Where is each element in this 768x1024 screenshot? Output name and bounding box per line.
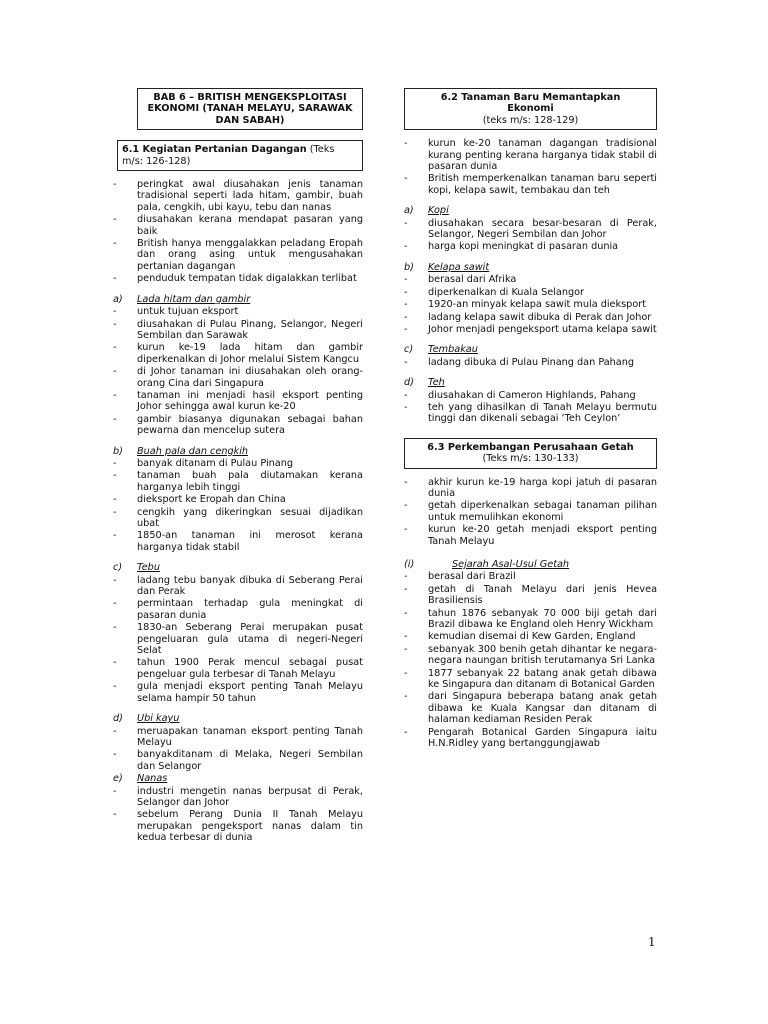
subsection-heading <box>404 559 657 570</box>
list-item: - diusahakan kerana mendapat pasaran yang baik <box>113 214 363 237</box>
subsection-name: Tebu <box>137 562 160 574</box>
subsection-list <box>404 390 657 425</box>
list-item: - permintaan terhadap gula meningkat di pasaran dunia <box>113 598 363 621</box>
list-item: - diusahakan di Cameron Highlands, Pahang <box>404 390 657 401</box>
subsection-list <box>113 786 363 844</box>
subsection-letter: d) <box>113 713 123 725</box>
heading-line: 6.2 Tanaman Baru Memantapkan <box>440 92 621 103</box>
list-item: - dari Singapura beberapa batang anak getah dibawa ke Kuala Kangsar dan ditanam di halaman kediaman Residen Perak <box>404 691 657 725</box>
section-6-2-box <box>404 88 657 130</box>
subsection-letter: b) <box>113 445 123 457</box>
list-item: - tanaman ini menjadi hasil eksport penting Johor sehingga awal kurun ke-20 <box>113 390 363 413</box>
subsection-name: Nanas <box>137 773 168 785</box>
chapter-title <box>148 92 353 126</box>
subsection-name: Buah pala dan cengkih <box>137 445 249 457</box>
list-item: - akhir kurun ke-19 harga kopi jatuh di pasaran dunia <box>404 477 657 500</box>
list-item: - tahun 1876 sebanyak 70 000 biji getah dari Brazil dibawa ke England oleh Henry Wickham <box>404 608 657 631</box>
subsection-heading <box>113 446 363 457</box>
section-6-3-heading: 6.3 Perkembangan Perusahaan Getah <box>427 441 634 453</box>
list-item: - Johor menjadi pengeksport utama kelapa sawit <box>404 324 657 335</box>
subsection-name: Tembakau <box>428 344 478 356</box>
subsection-heading <box>404 344 657 355</box>
list-item: - teh yang dihasilkan di Tanah Melayu bermutu tinggi dan dikenali sebagai ‘Teh Ceylon’ <box>404 402 657 425</box>
list-item: - kurun ke-20 tanaman dagangan tradisional kurang penting kerana harganya tidak stabil di pasaran dunia <box>404 138 657 172</box>
list-item: - cengkih yang dikeringkan sesuai dijadikan ubat <box>113 507 363 530</box>
list-item: - tanaman buah pala diutamakan kerana harganya lebih tinggi <box>113 470 363 493</box>
list-item: - 1830-an Seberang Perai merupakan pusat pengeluaran gula utama di negeri-Negeri Selat <box>113 622 363 656</box>
list-item: - meruapakan tanaman eksport penting Tanah Melayu <box>113 726 363 749</box>
subsection-heading <box>113 773 363 784</box>
list-item: - berasal dari Afrika <box>404 274 657 285</box>
subsection-name: Ubi kayu <box>137 713 180 725</box>
list-item: - 1850-an tanaman ini merosot kerana harganya tidak stabil <box>113 530 363 553</box>
right-subsections <box>404 205 657 425</box>
subsection-list <box>113 726 363 773</box>
subsection-name: Sejarah Asal-Usul Getah <box>452 559 570 570</box>
list-item: - banyakditanam di Melaka, Negeri Sembilan dan Selangor <box>113 749 363 772</box>
section-6-1-box <box>117 140 363 171</box>
subsection-heading <box>404 262 657 273</box>
list-item: - Pengarah Botanical Garden Singapura iaitu H.N.Ridley yang bertanggungjawab <box>404 727 657 750</box>
list-item: - 1920-an minyak kelapa sawit mula dieksport <box>404 299 657 310</box>
subsection-letter: b) <box>404 261 414 273</box>
list-item: - diusahakan di Pulau Pinang, Selangor, Negeri Sembilan dan Sarawak <box>113 319 363 342</box>
section-6-2-ref: (teks m/s: 128-129) <box>482 114 579 126</box>
list-item: - di Johor tanaman ini diusahakan oleh orang-orang Cina dari Singapura <box>113 366 363 389</box>
subsection-letter: a) <box>404 205 414 217</box>
list-item: - British memperkenalkan tanaman baru seperti kopi, kelapa sawit, tembakau dan teh <box>404 173 657 196</box>
section-6-1-list <box>113 179 363 285</box>
subsection-list <box>404 274 657 335</box>
list-item: - kurun ke-19 lada hitam dan gambir diperkenalkan di Johor melalui Sistem Kangcu <box>113 342 363 365</box>
subsection-name: Kopi <box>428 205 449 217</box>
subsection-heading <box>404 377 657 388</box>
subsection-list <box>113 575 363 704</box>
list-item: - diperkenalkan di Kuala Selangor <box>404 287 657 298</box>
list-item: - kurun ke-20 getah menjadi eksport penting Tanah Melayu <box>404 524 657 547</box>
section-6-1-heading: 6.1 Kegiatan Pertanian Dagangan <box>122 144 307 156</box>
subsection-list <box>404 357 657 368</box>
section-6-3-list <box>404 477 657 547</box>
list-item: - ladang kelapa sawit dibuka di Perak dan Johor <box>404 312 657 323</box>
list-item: - untuk tujuan eksport <box>113 306 363 317</box>
subsection-name: Kelapa sawit <box>428 261 490 273</box>
list-item: - British hanya menggalakkan peladang Eropah dan orang asing untuk mengusahakan pertanian dagangan <box>113 238 363 272</box>
section-6-2-heading <box>441 92 620 114</box>
subsection-heading <box>404 205 657 216</box>
subsection-letter: c) <box>404 344 414 356</box>
subsection-name: Lada hitam dan gambir <box>137 293 251 305</box>
left-subsections <box>113 294 363 844</box>
page-number: 1 <box>648 935 656 949</box>
list-item: - getah di Tanah Melayu dari jenis Hevea Brasiliensis <box>404 584 657 607</box>
list-item: - penduduk tempatan tidak digalakkan terlibat <box>113 273 363 284</box>
list-item: - berasal dari Brazil <box>404 571 657 582</box>
subsection-letter: (i) <box>404 559 415 570</box>
left-column <box>113 88 363 845</box>
subsection-name: Teh <box>428 377 445 389</box>
list-item: - gula menjadi eksport penting Tanah Melayu selama hampir 50 tahun <box>113 681 363 704</box>
section-6-3-box <box>404 438 657 469</box>
subsection-i <box>404 559 657 750</box>
subsection-letter: a) <box>113 293 123 305</box>
subsection-letter: e) <box>113 773 123 785</box>
section-6-3-ref: (Teks m/s: 130-133) <box>482 453 579 465</box>
list-item: - banyak ditanam di Pulau Pinang <box>113 458 363 469</box>
list-item: - dieksport ke Eropah dan China <box>113 494 363 505</box>
heading-line: EKONOMI (TANAH MELAYU, SARAWAK <box>147 103 353 115</box>
list-item: - diusahakan secara besar-besaran di Perak, Selangor, Negeri Sembilan dan Johor <box>404 218 657 241</box>
list-item: - getah diperkenalkan sebagai tanaman pilihan untuk memulihkan ekonomi <box>404 500 657 523</box>
section-6-1-ref: (Teks m/s: 126-128) <box>122 144 335 167</box>
subsection-list <box>404 218 657 253</box>
list-item: - ladang tebu banyak dibuka di Seberang Perai dan Perak <box>113 575 363 598</box>
subsection-letter: d) <box>404 377 414 389</box>
list-item: - gambir biasanya digunakan sebagai bahan pewarna dan mencelup sutera <box>113 414 363 437</box>
list-item: - tahun 1900 Perak mencul sebagai pusat pengeluar gula terbesar di Tanah Melayu <box>113 657 363 680</box>
heading-line: BAB 6 – BRITISH MENGEKSPLOITASI <box>153 92 347 103</box>
list-item: - kemudian disemai di Kew Garden, England <box>404 631 657 642</box>
heading-line: DAN SABAH) <box>215 114 285 126</box>
subsection-heading <box>113 562 363 573</box>
list-item: - sebanyak 300 benih getah dihantar ke negara-negara naungan british terutamanya Sri Lanka <box>404 644 657 667</box>
list-item: - ladang dibuka di Pulau Pinang dan Pahang <box>404 357 657 368</box>
list-item: - 1877 sebanyak 22 batang anak getah dibawa ke Singapura dan ditanam di Botanical Garden <box>404 668 657 691</box>
list-item: - sebelum Perang Dunia II Tanah Melayu merupakan pengeksport nanas dalam tin kedua terbesar di dunia <box>113 809 363 843</box>
subsection-list <box>113 306 363 436</box>
list-item: - industri mengetin nanas berpusat di Perak, Selangor dan Johor <box>113 786 363 809</box>
subsection-letter: c) <box>113 562 123 574</box>
subsection-list <box>113 458 363 553</box>
list-item: - harga kopi meningkat di pasaran dunia <box>404 241 657 252</box>
subsection-heading <box>113 713 363 724</box>
section-6-2-list <box>404 138 657 196</box>
heading-line: Ekonomi <box>507 103 554 115</box>
chapter-title-box <box>137 88 363 130</box>
right-column <box>404 88 657 751</box>
subsection-heading <box>113 294 363 305</box>
subsection-list <box>404 571 657 749</box>
list-item: - peringkat awal diusahakan jenis tanaman tradisional seperti lada hitam, gambir, buah pala, cengkih, ubi kayu, tebu dan nanas <box>113 179 363 213</box>
